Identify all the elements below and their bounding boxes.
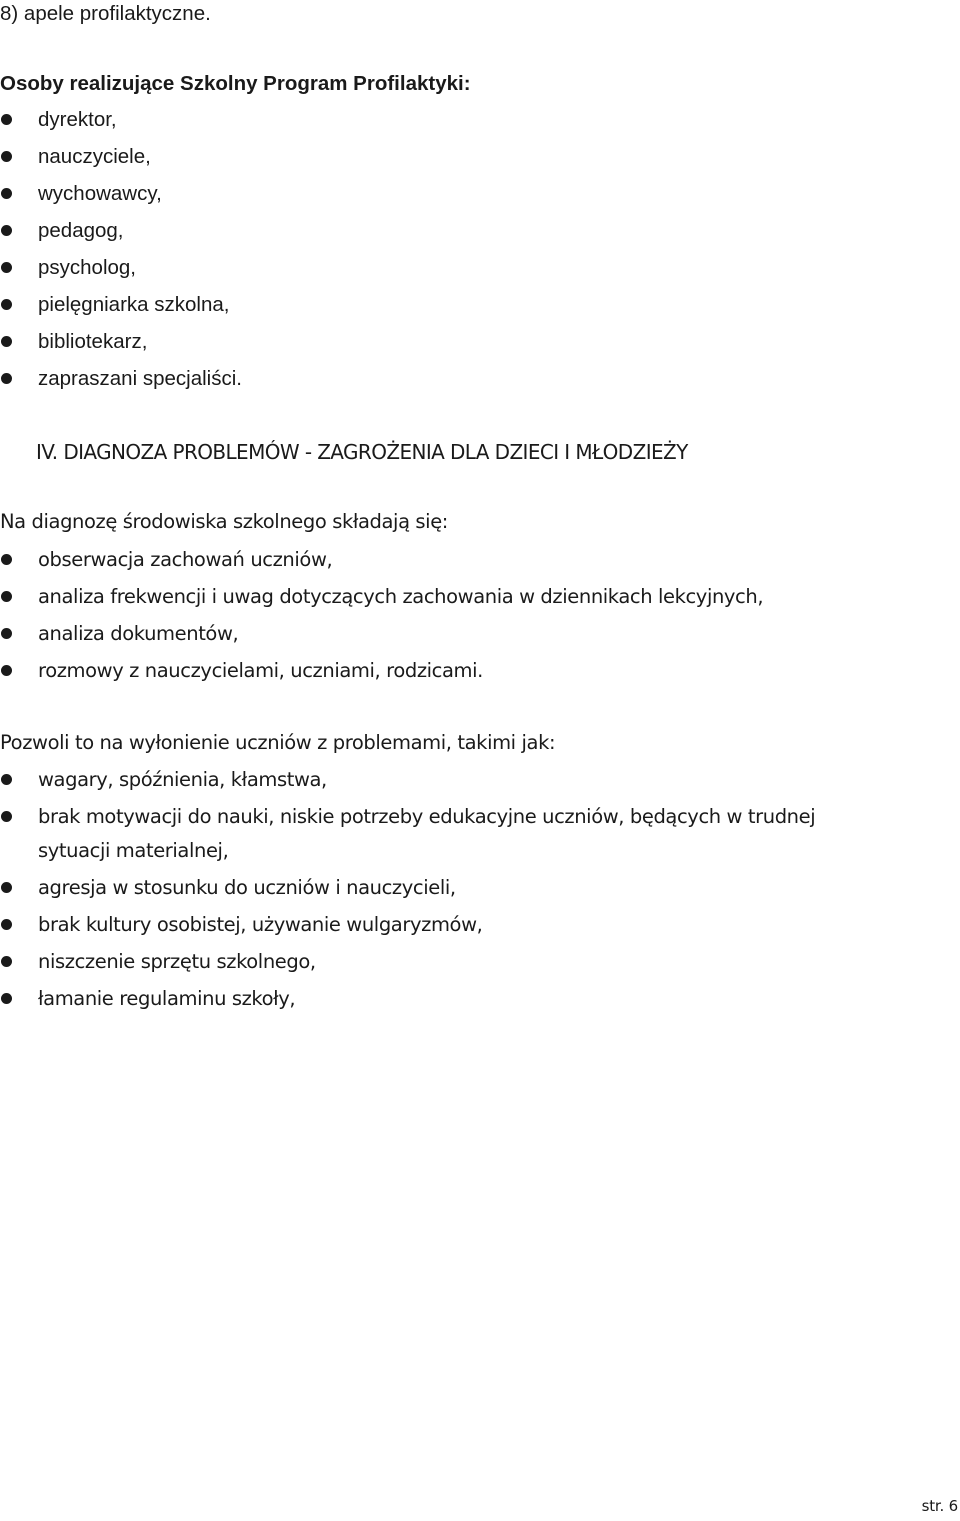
list-item: obserwacja zachowań uczniów, <box>0 548 763 572</box>
bullet-icon <box>1 554 12 565</box>
bullet-icon <box>1 628 12 639</box>
bullet-icon <box>1 114 12 125</box>
list-item: dyrektor, <box>0 108 242 132</box>
list-item: rozmowy z nauczycielami, uczniami, rodzicami. <box>0 659 763 683</box>
bullet-icon <box>1 956 12 967</box>
list-item-continuation: sytuacji materialnej, <box>38 839 229 862</box>
bullet-icon <box>1 811 12 822</box>
list-item: analiza frekwencji i uwag dotyczących zachowania w dziennikach lekcyjnych, <box>0 585 763 609</box>
bullet-icon <box>1 188 12 199</box>
problems-intro: Pozwoli to na wyłonienie uczniów z problemami, takimi jak: <box>0 731 556 754</box>
list-item: wychowawcy, <box>0 182 242 206</box>
list-item: analiza dokumentów, <box>0 622 763 646</box>
bullet-icon <box>1 774 12 785</box>
list-item-8: 8) apele profilaktyczne. <box>0 2 211 25</box>
list-item: wagary, spóźnienia, kłamstwa, <box>0 768 815 792</box>
bullet-icon <box>1 919 12 930</box>
list-item: brak kultury osobistej, używanie wulgaryzmów, <box>0 913 815 937</box>
list-item: niszczenie sprzętu szkolnego, <box>0 950 815 974</box>
bullet-icon <box>1 993 12 1004</box>
bullet-icon <box>1 225 12 236</box>
bullet-icon <box>1 151 12 162</box>
list-item: pedagog, <box>0 219 242 243</box>
bullet-icon <box>1 262 12 273</box>
section-heading-diagnosis: IV. DIAGNOZA PROBLEMÓW - ZAGROŻENIA DLA DZIECI I MŁODZIEŻY <box>36 440 688 464</box>
bullet-icon <box>1 299 12 310</box>
problems-list <box>0 768 815 1011</box>
diagnosis-list <box>0 548 763 683</box>
bullet-icon <box>1 882 12 893</box>
list-item: łamanie regulaminu szkoły, <box>0 987 815 1011</box>
bullet-icon <box>1 373 12 384</box>
list-item: pielęgniarka szkolna, <box>0 293 242 317</box>
list-item: nauczyciele, <box>0 145 242 169</box>
bullet-icon <box>1 665 12 676</box>
diagnosis-intro: Na diagnozę środowiska szkolnego składają się: <box>0 510 448 533</box>
page-number: str. 6 <box>921 1497 958 1515</box>
list-item: zapraszani specjaliści. <box>0 367 242 391</box>
bullet-icon <box>1 336 12 347</box>
section-heading-persons: Osoby realizujące Szkolny Program Profilaktyki: <box>0 72 471 95</box>
list-item: bibliotekarz, <box>0 330 242 354</box>
persons-list <box>0 108 242 391</box>
list-item: psycholog, <box>0 256 242 280</box>
list-item: agresja w stosunku do uczniów i nauczycieli, <box>0 876 815 900</box>
list-item: brak motywacji do nauki, niskie potrzeby edukacyjne uczniów, będących w trudnej <box>0 805 815 829</box>
bullet-icon <box>1 591 12 602</box>
